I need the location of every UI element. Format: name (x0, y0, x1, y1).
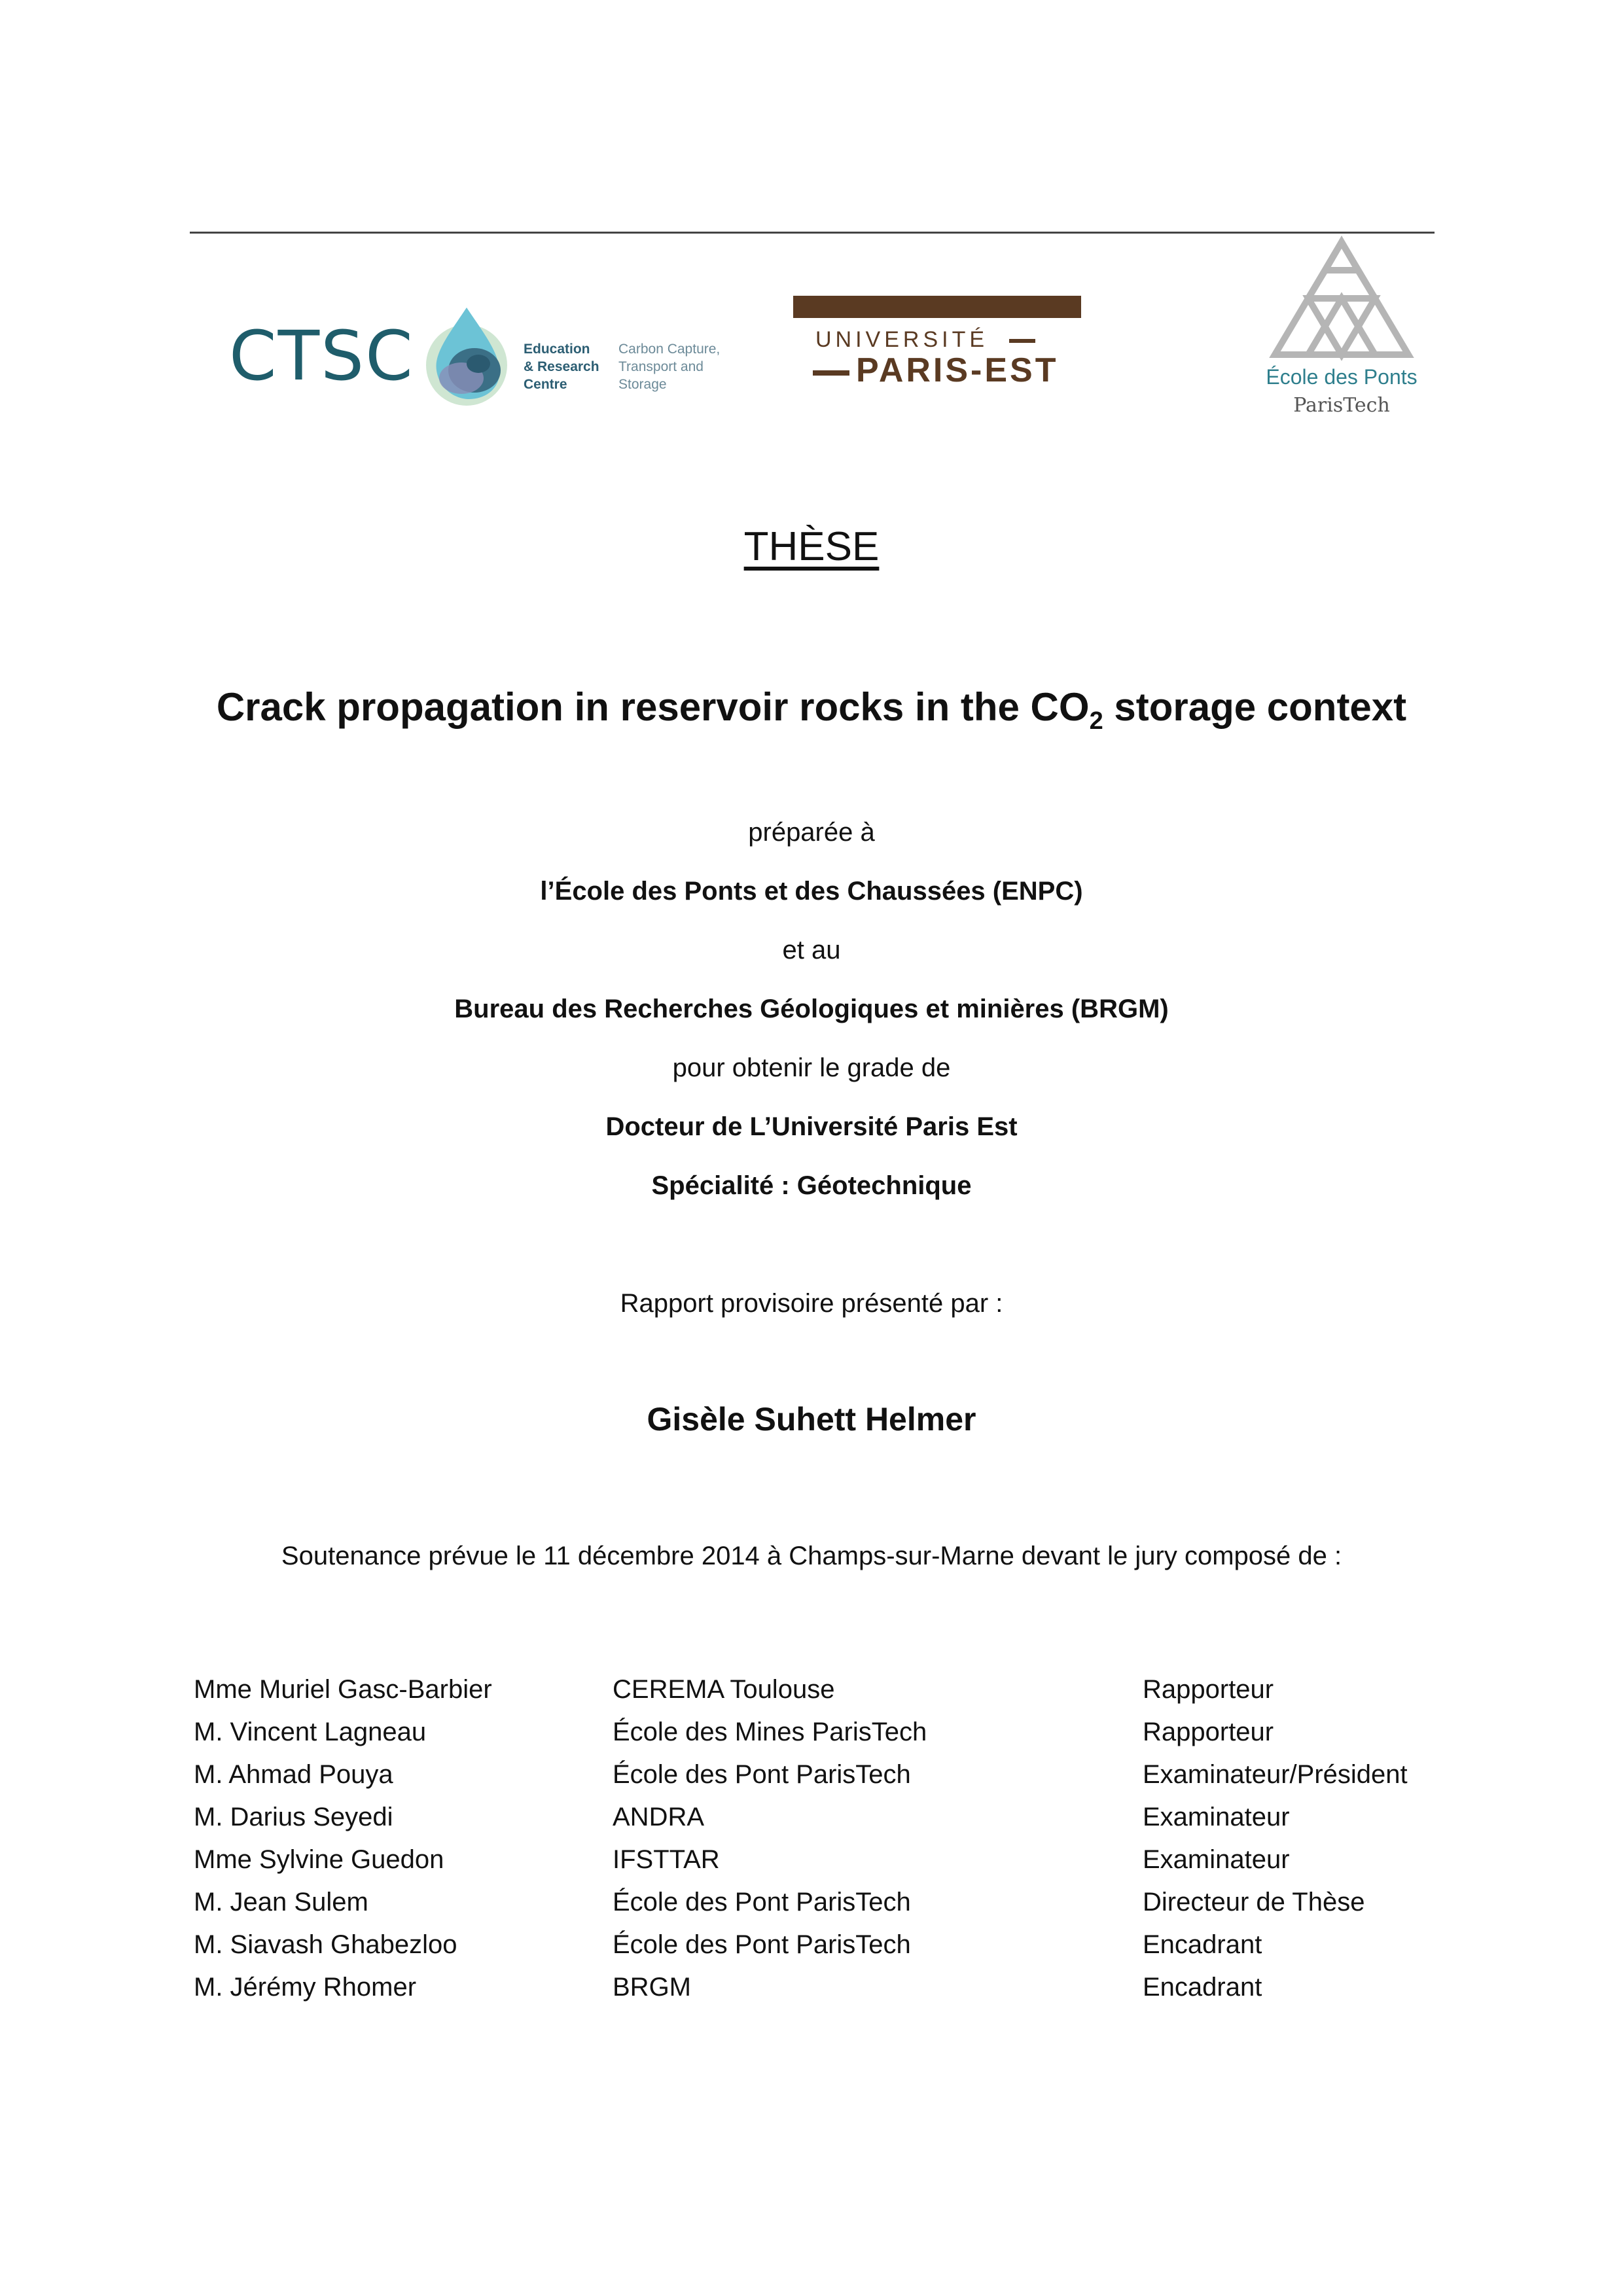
jury-row (194, 1888, 1437, 1930)
top-rule (190, 232, 1435, 234)
prepared-line-5: pour obtenir le grade de (672, 1053, 951, 1082)
jury-role: Encadrant (1143, 1973, 1262, 2002)
jury-name: M. Siavash Ghabezloo (194, 1930, 457, 1959)
report-line: Rapport provisoire présenté par : (620, 1289, 1003, 1318)
jury-institution: École des Mines ParisTech (613, 1718, 927, 1746)
jury-row (194, 1803, 1437, 1845)
jury-institution: ANDRA (613, 1803, 705, 1831)
triangle-icon (1263, 234, 1420, 365)
prepared-line-3: et au (782, 936, 841, 964)
prepared-line-4: Bureau des Recherches Géologiques et minières (BRGM) (454, 995, 1169, 1023)
jury-row (194, 1845, 1437, 1888)
enpc-subname: ParisTech (1293, 394, 1390, 417)
ctsc-subtitle-1: Education & Research Centre (524, 342, 599, 392)
prepared-line-1: préparée à (748, 818, 875, 847)
jury-name: Mme Sylvine Guedon (194, 1845, 444, 1874)
jury-role: Examinateur/Président (1143, 1760, 1408, 1789)
prepared-line-2: l’École des Ponts et des Chaussées (ENPC) (540, 877, 1083, 906)
jury-name: M. Jean Sulem (194, 1888, 368, 1916)
thesis-title: Crack propagation in reservoir rocks in the $CO_2$ storage context (216, 685, 1407, 735)
jury-role: Encadrant (1143, 1930, 1262, 1959)
jury-institution: BRGM (613, 1973, 691, 2002)
jury-name: Mme Muriel Gasc-Barbier (194, 1675, 492, 1704)
ctsc-wordmark: CTSC (229, 316, 414, 396)
defense-line: Soutenance prévue le 11 décembre 2014 à Champs-sur-Marne devant le jury composé de : (281, 1542, 1342, 1570)
jury-table (194, 1675, 1437, 2015)
jury-institution: École des Pont ParisTech (613, 1760, 911, 1789)
these-heading: THÈSE (743, 524, 880, 569)
jury-row (194, 1675, 1437, 1718)
jury-name: M. Ahmad Pouya (194, 1760, 393, 1789)
enpc-logo (1263, 234, 1420, 431)
upe-main-word: PARIS-EST (856, 351, 1059, 389)
upe-bar (793, 296, 1081, 318)
jury-role: Rapporteur (1143, 1675, 1274, 1704)
ctsc-logo (223, 302, 746, 407)
jury-institution: École des Pont ParisTech (613, 1930, 911, 1959)
jury-institution: IFSTTAR (613, 1845, 720, 1874)
enpc-name: École des Ponts (1266, 365, 1418, 389)
prepared-line-6: Docteur de L’Université Paris Est (605, 1112, 1018, 1141)
jury-row (194, 1973, 1437, 2015)
jury-role: Examinateur (1143, 1803, 1290, 1831)
upe-dash (813, 370, 849, 376)
jury-name: M. Vincent Lagneau (194, 1718, 427, 1746)
author-name: Gisèle Suhett Helmer (647, 1401, 976, 1438)
upe-top-word: UNIVERSITÉ (815, 327, 989, 352)
jury-name: M. Darius Seyedi (194, 1803, 393, 1831)
ctsc-drop-icon (422, 302, 514, 407)
jury-name: M. Jérémy Rhomer (194, 1973, 417, 2002)
upe-dash-small (1009, 339, 1035, 343)
jury-row (194, 1718, 1437, 1760)
jury-institution: École des Pont ParisTech (613, 1888, 911, 1916)
jury-row (194, 1760, 1437, 1803)
ctsc-subtitle-2: Carbon Capture, Transport and Storage (618, 342, 721, 392)
jury-role: Rapporteur (1143, 1718, 1274, 1746)
jury-role: Directeur de Thèse (1143, 1888, 1365, 1916)
jury-institution: CEREMA Toulouse (613, 1675, 835, 1704)
upe-logo (793, 296, 1081, 394)
jury-role: Examinateur (1143, 1845, 1290, 1874)
jury-row (194, 1930, 1437, 1973)
prepared-line-7: Spécialité : Géotechnique (651, 1171, 972, 1200)
